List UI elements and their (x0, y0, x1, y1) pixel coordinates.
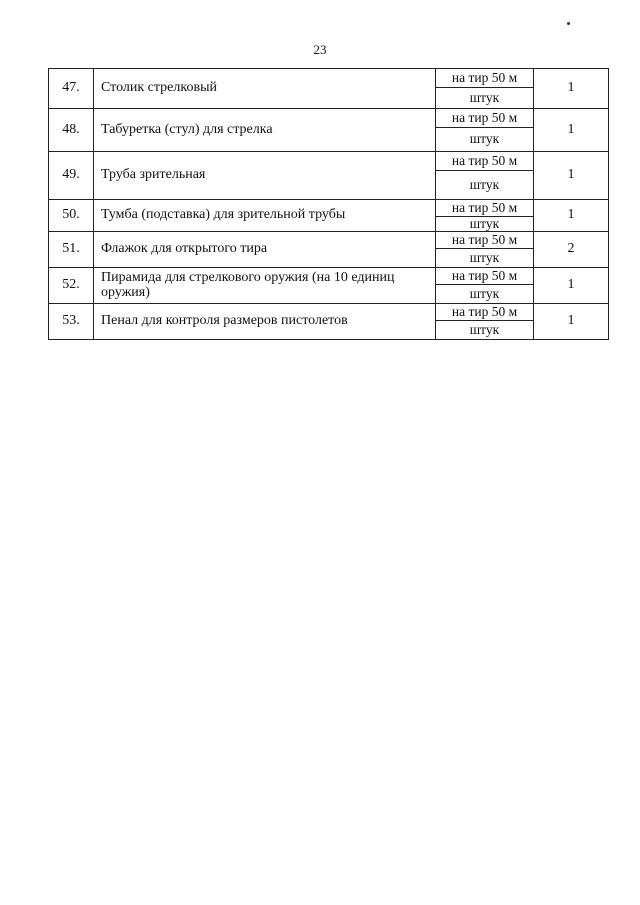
row-number: 47. (49, 69, 94, 109)
unit-measure: штук (436, 128, 534, 152)
row-number: 52. (49, 268, 94, 304)
unit-range: на тир 50 м (436, 268, 534, 285)
unit-range: на тир 50 м (436, 200, 534, 217)
item-quantity: 2 (534, 232, 609, 268)
unit-measure: штук (436, 217, 534, 232)
equipment-table (48, 68, 609, 340)
row-number: 53. (49, 304, 94, 340)
table-row (49, 304, 609, 321)
row-number: 50. (49, 200, 94, 232)
unit-measure: штук (436, 249, 534, 268)
item-name: Флажок для открытого тира (94, 232, 436, 268)
unit-range: на тир 50 м (436, 109, 534, 128)
unit-range: на тир 50 м (436, 69, 534, 88)
page-number: 23 (313, 42, 327, 57)
item-name: Труба зрительная (94, 152, 436, 200)
item-name: Столик стрелковый (94, 69, 436, 109)
table-row (49, 69, 609, 88)
row-number: 48. (49, 109, 94, 152)
table-row (49, 268, 609, 285)
item-quantity: 1 (534, 268, 609, 304)
unit-measure: штук (436, 321, 534, 340)
item-name: Тумба (подставка) для зрительной трубы (94, 200, 436, 232)
item-name: Табуретка (стул) для стрелка (94, 109, 436, 152)
item-quantity: 1 (534, 109, 609, 152)
table-row (49, 152, 609, 171)
unit-measure: штук (436, 171, 534, 200)
table-row (49, 200, 609, 217)
table-row (49, 232, 609, 249)
item-quantity: 1 (534, 304, 609, 340)
unit-measure: штук (436, 88, 534, 109)
item-name: Пирамида для стрелкового оружия (на 10 единиц оружия) (94, 268, 436, 304)
unit-range: на тир 50 м (436, 304, 534, 321)
item-quantity: 1 (534, 69, 609, 109)
unit-range: на тир 50 м (436, 152, 534, 171)
row-number: 49. (49, 152, 94, 200)
item-name: Пенал для контроля размеров пистолетов (94, 304, 436, 340)
unit-range: на тир 50 м (436, 232, 534, 249)
row-number: 51. (49, 232, 94, 268)
table-row (49, 109, 609, 128)
unit-measure: штук (436, 285, 534, 304)
item-quantity: 1 (534, 200, 609, 232)
item-quantity: 1 (534, 152, 609, 200)
scan-speck (567, 22, 570, 25)
